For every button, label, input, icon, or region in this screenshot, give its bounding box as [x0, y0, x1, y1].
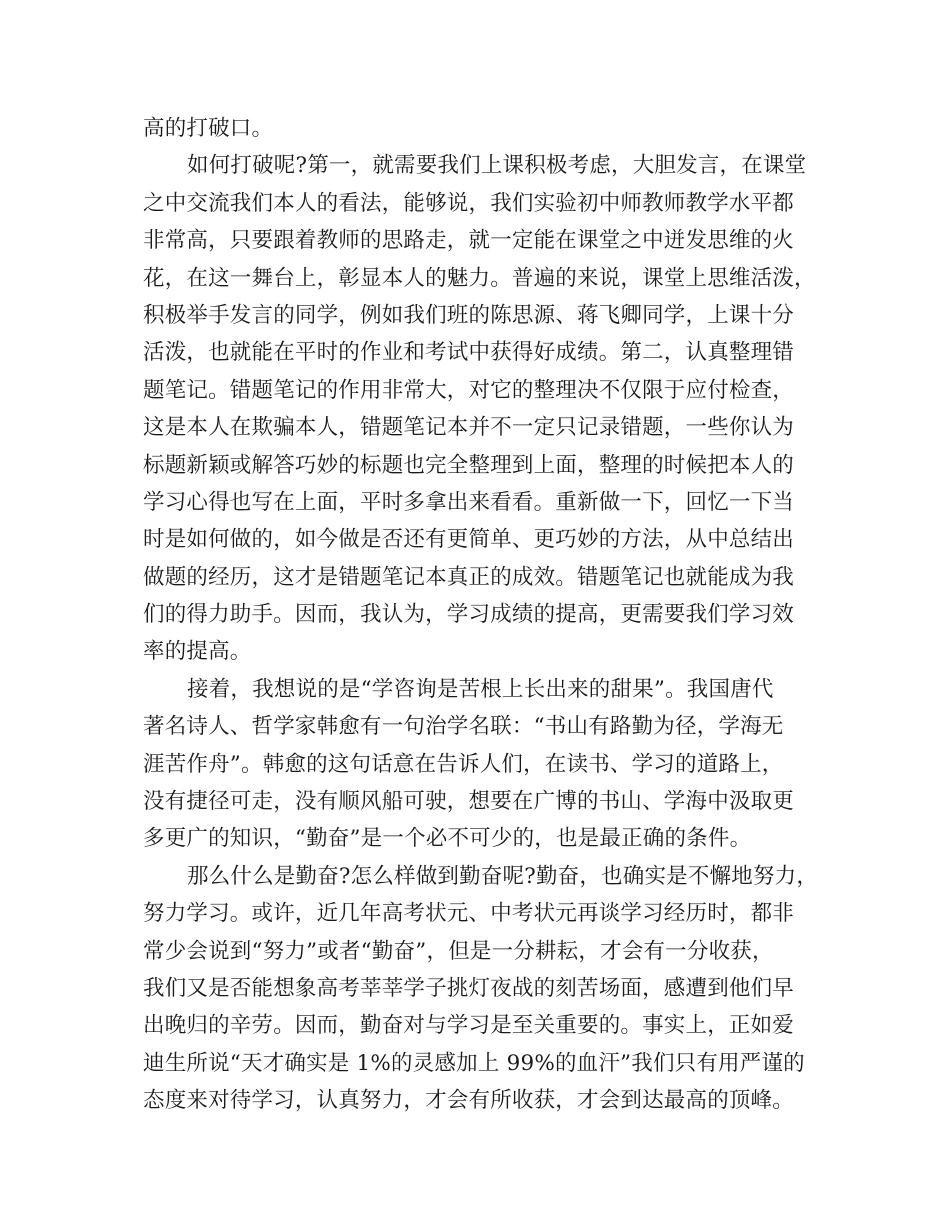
text-line: 迪生所说“天才确实是 1%的灵感加上 99%的血汗”我们只有用严谨的: [143, 1050, 805, 1076]
text-line: 们的得力助手。因而，我认为，学习成绩的提高，更需要我们学习效: [143, 602, 795, 628]
text-line: 常少会说到“努力”或者“勤奋”，但是一分耕耘，才会有一分收获，: [143, 938, 774, 964]
text-line: 之中交流我们本人的看法，能够说，我们实验初中师教师教学水平都: [143, 190, 795, 216]
text-line: 这是本人在欺骗本人，错题笔记本并不一定只记录错题，一些你认为: [143, 415, 795, 441]
text-line: 多更广的知识，“勤奋”是一个必不可少的，也是最正确的条件。: [143, 826, 752, 852]
text-line: 非常高，只要跟着教师的思路走，就一定能在课堂之中迸发思维的火: [143, 228, 795, 254]
text-line: 积极举手发言的同学，例如我们班的陈思源、蒋飞卿同学，上课十分: [143, 302, 795, 328]
text-line: 著名诗人、哲学家韩愈有一句治学名联：“书山有路勤为径，学海无: [143, 714, 784, 740]
text-line: 花，在这一舞台上，彰显本人的魅力。普遍的来说，课堂上思维活泼，: [143, 265, 816, 291]
text-line: 我们又是否能想象高考莘莘学子挑灯夜战的刻苦场面，感遭到他们早: [143, 975, 795, 1001]
text-line: 率的提高。: [143, 639, 252, 665]
text-line: 高的打破口。: [143, 116, 274, 141]
text-line: 标题新颖或解答巧妙的标题也完全整理到上面，整理的时候把本人的: [143, 452, 795, 478]
text-line: 接着，我想说的是“学咨询是苦根上长出来的甜果”。我国唐代: [187, 676, 774, 702]
text-line: 活泼，也就能在平时的作业和考试中获得好成绩。第二，认真整理错: [143, 340, 795, 366]
text-line: 出晚归的辛劳。因而，勤奋对与学习是至关重要的。事实上，正如爱: [143, 1013, 795, 1039]
text-line: 态度来对待学习，认真努力，才会有所收获，才会到达最高的顶峰。: [143, 1088, 795, 1114]
text-line: 涯苦作舟”。韩愈的这句话意在告诉人们，在读书、学习的道路上，: [143, 751, 784, 777]
text-line: 题笔记。错题笔记的作用非常大，对它的整理决不仅限于应付检查，: [143, 377, 795, 403]
text-line: 做题的经历，这才是错题笔记本真正的成效。错题笔记也就能成为我: [143, 564, 795, 590]
body-text: [143, 110, 825, 1120]
text-line: 努力学习。或许，近几年高考状元、中考状元再谈学习经历时，都非: [143, 901, 795, 927]
text-line: 如何打破呢?第一，就需要我们上课积极考虑，大胆发言，在课堂: [187, 153, 807, 179]
text-line: 没有捷径可走，没有顺风船可驶，想要在广博的书山、学海中汲取更: [143, 789, 795, 815]
text-line: 时是如何做的，如今做是否还有更简单、更巧妙的方法，从中总结出: [143, 527, 795, 553]
text-line: 那么什么是勤奋?怎么样做到勤奋呢?勤奋，也确实是不懈地努力，: [187, 863, 819, 889]
text-line: 学习心得也写在上面，平时多拿出来看看。重新做一下，回忆一下当: [143, 489, 795, 515]
